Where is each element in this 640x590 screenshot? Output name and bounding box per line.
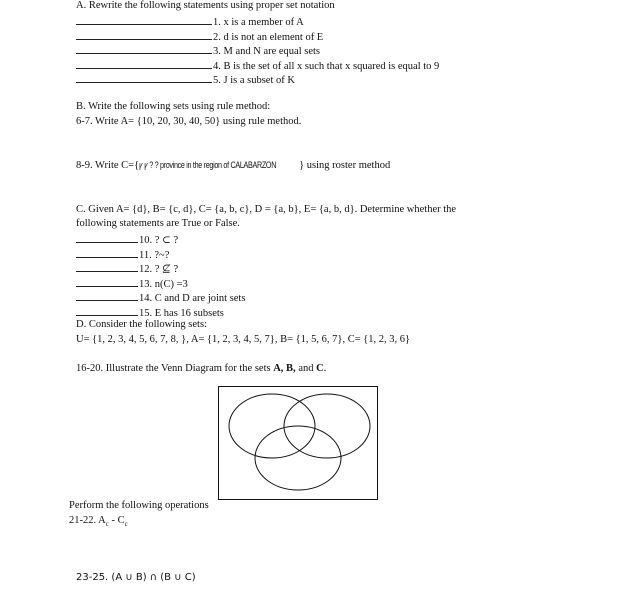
section-c-item-14: 14. C and D are joint sets: [76, 291, 245, 305]
operation-23-25: 23-25. (A ∪ B) ∩ (B ∪ C): [76, 572, 196, 583]
section-a-item-3: 3. M and N are equal sets: [76, 44, 320, 58]
section-b-heading: B. Write the following sets using rule method:: [76, 101, 271, 112]
answer-blank-1[interactable]: [76, 15, 212, 25]
operations-heading: Perform the following operations: [69, 500, 209, 511]
answer-blank-10[interactable]: [76, 233, 138, 243]
answer-blank-13[interactable]: [76, 277, 138, 287]
answer-blank-15[interactable]: [76, 306, 138, 316]
section-a-heading: A. Rewrite the following statements using proper set notation: [76, 0, 335, 11]
section-b-item-6-7: 6-7. Write A= {10, 20, 30, 40, 50} using rule method.: [76, 116, 302, 127]
section-b-item-8-9: 8-9. Write C={ꝩ ꝩ ? ? province in the region of CALABARZON } using roster method: [76, 160, 391, 171]
venn-universal-rectangle: [219, 387, 378, 500]
section-d-sets-line: U= {1, 2, 3, 4, 5, 6, 7, 8, }, A= {1, 2, 3, 4, 5, 7}, B= {1, 5, 6, 7}, C= {1, 2, 3, 6}: [76, 334, 411, 345]
section-c-item-10: 10. ? ⊂ ?: [76, 233, 178, 247]
section-c-item-15: 15. E has 16 subsets: [76, 306, 224, 320]
section-a-item-5: 5. J is a subset of K: [76, 73, 295, 87]
answer-blank-5[interactable]: [76, 73, 212, 83]
answer-blank-11[interactable]: [76, 248, 138, 258]
section-c-item-11: 11. ?~?: [76, 248, 169, 262]
section-c-intro-line1: C. Given A= {d}, B= {c, d}, C= {a, b, c}, D = {a, b}, E= {a, b, d}. Determine whether the: [76, 204, 457, 215]
section-a-item-2: 2. d is not an element of E: [76, 30, 323, 44]
answer-blank-12[interactable]: [76, 262, 138, 272]
section-d-heading: D. Consider the following sets:: [76, 319, 207, 330]
answer-blank-14[interactable]: [76, 291, 138, 301]
section-a-item-1: 1. x is a member of A: [76, 15, 304, 29]
answer-blank-2[interactable]: [76, 30, 212, 40]
operation-21-22: 21-22. $A_c - C_c$: [69, 515, 128, 529]
section-a-item-4: 4. B is the set of all x such that x squared is equal to 9: [76, 59, 439, 73]
section-c-item-13: 13. n(C) =3: [76, 277, 188, 291]
answer-blank-3[interactable]: [76, 44, 212, 54]
venn-diagram: [218, 386, 378, 500]
section-c-item-12: 12. ? ⊈ ?: [76, 262, 178, 276]
venn-instruction: 16-20. Illustrate the Venn Diagram for the sets A, B, and C.: [76, 363, 327, 374]
answer-blank-4[interactable]: [76, 59, 212, 69]
section-c-intro-line2: following statements are True or False.: [76, 218, 240, 229]
